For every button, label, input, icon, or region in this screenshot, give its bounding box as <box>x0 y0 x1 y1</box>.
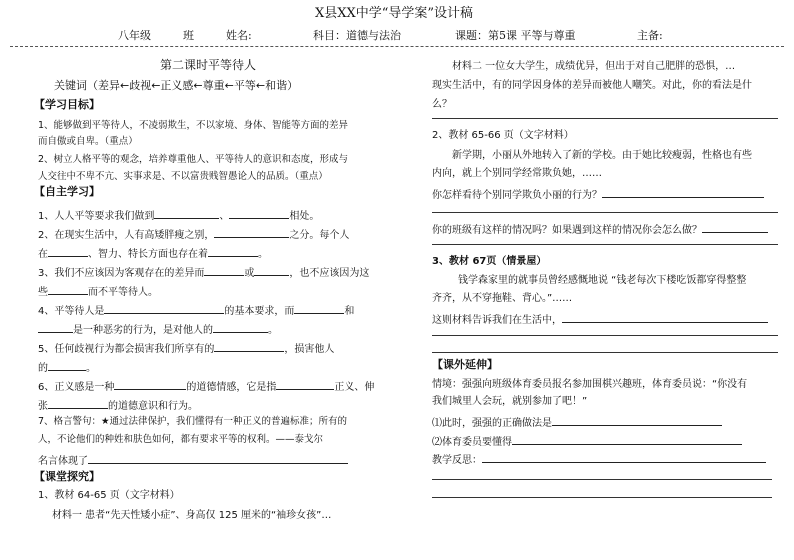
goal-2-line-b: 人交往中不卑不亢、实事求是、不以富贵贱智愚论人的品质。（重点） <box>38 171 328 182</box>
question-7-line-b: 人，不论他们的种姓和肤色如何，都有要求平等的权利。——泰戈尔 <box>38 434 324 445</box>
goal-1-line-b: 而自傲或自卑。（重点） <box>38 136 138 147</box>
answer-line[interactable] <box>432 335 778 336</box>
explore-2-question-2-text: 你的班级有这样的情况吗？如果遇到这样的情况你会怎么做？ <box>432 225 702 236</box>
answer-blank[interactable] <box>702 221 768 233</box>
question-3-text-e: 而不平等待人。 <box>88 287 158 298</box>
answer-line[interactable] <box>432 497 772 498</box>
question-4-text-a: 4、平等待人是 <box>38 306 105 317</box>
question-7-text-c: 名言体现了 <box>38 456 88 467</box>
question-4-text-b: 的基本要求，而 <box>224 306 295 317</box>
answer-blank[interactable] <box>208 245 258 257</box>
question-4-text-e: 。 <box>268 325 278 336</box>
question-2-text-d: 、智力、特长方面也存在着 <box>88 249 208 260</box>
answer-blank[interactable] <box>48 397 108 409</box>
explore-2-question-2 <box>432 221 768 237</box>
question-2-text-e: 。 <box>258 249 268 260</box>
question-3-text-a: 3、我们不应该因为客观存在的差异而 <box>38 268 205 279</box>
teaching-reflection <box>432 451 766 467</box>
question-2-line-a <box>38 226 349 242</box>
answer-blank[interactable] <box>48 359 86 371</box>
answer-blank[interactable] <box>276 378 334 390</box>
question-5-line-b <box>38 359 96 375</box>
question-3-text-c: ，也不应该因为这 <box>289 268 370 279</box>
question-1 <box>38 207 319 223</box>
answer-blank[interactable] <box>204 264 244 276</box>
answer-blank[interactable] <box>214 340 284 352</box>
question-6-text-d: 张 <box>38 401 48 412</box>
header-divider <box>10 46 784 47</box>
answer-line[interactable] <box>432 212 778 213</box>
question-6-text-c: 正义、伸 <box>334 382 375 393</box>
extension-line-b: 我们城里人会玩，就别参加了吧！” <box>432 396 588 407</box>
extension-question-1-text: ⑴此时，强强的正确做法是 <box>432 418 552 429</box>
question-4-line-b <box>38 321 278 337</box>
answer-line[interactable] <box>432 244 778 245</box>
question-1-sep: 、 <box>219 211 230 222</box>
question-4-text-d: 是一种恶劣的行为，是对他人的 <box>73 325 213 336</box>
extension-line-a: 情境：强强向班级体育委员报名参加围棋兴趣班，体育委员说：“你没有 <box>432 379 748 390</box>
header-grade: 八年级 <box>118 29 151 42</box>
answer-blank[interactable] <box>114 378 186 390</box>
question-2-text-a: 2、在现实生活中，人有高矮胖瘦之别， <box>38 230 215 241</box>
goals-heading: 【学习目标】 <box>34 98 100 111</box>
question-1-text-a: 1、人人平等要求我们做到 <box>38 211 155 222</box>
answer-blank[interactable] <box>254 264 289 276</box>
explore-item-1: 1、教材 64-65 页（文字材料） <box>38 490 180 501</box>
answer-blank[interactable] <box>229 207 289 219</box>
question-5-text-c: 的 <box>38 363 48 374</box>
explore-3-question-text: 这则材料告诉我们在生活中， <box>432 315 562 326</box>
question-6-line-a <box>38 378 374 394</box>
teaching-reflection-label: 教学反思： <box>432 455 482 466</box>
material-2-line-a: 材料二 一位女大学生，成绩优异，但出于对自己肥胖的恐惧，… <box>452 61 736 72</box>
answer-blank[interactable] <box>213 321 268 333</box>
question-2-line-b <box>38 245 268 261</box>
question-3-text-b: 或 <box>244 268 255 279</box>
header-name: 姓名: <box>226 29 252 42</box>
answer-blank[interactable] <box>482 451 766 463</box>
header-subject: 科目：道德与法治 <box>313 29 401 42</box>
answer-line[interactable] <box>432 118 778 119</box>
question-5-text-b: ，损害他人 <box>284 344 335 355</box>
document-title: X县XX中学“导学案”设计稿 <box>315 6 474 21</box>
question-2-text-b: 之分。每个人 <box>289 230 350 241</box>
answer-blank[interactable] <box>294 302 344 314</box>
goal-1-line-a: 1、能够做到平等待人，不凌弱欺生，不以家境、身体、智能等方面的差异 <box>38 120 349 131</box>
goal-2-line-a: 2、树立人格平等的观念，培养尊重他人、平等待人的意识和态度，形成与 <box>38 154 349 165</box>
question-6-text-a: 6、正义感是一种 <box>38 382 115 393</box>
extension-question-1 <box>432 414 722 430</box>
answer-blank[interactable] <box>38 321 73 333</box>
answer-blank[interactable] <box>512 433 742 445</box>
lesson-title: 第二课时平等待人 <box>160 58 257 72</box>
question-4-text-c: 和 <box>344 306 355 317</box>
explore-3-line-b: 齐齐，从不穿拖鞋、背心。”…… <box>432 293 573 304</box>
answer-blank[interactable] <box>88 452 348 464</box>
question-5-line-a <box>38 340 334 356</box>
explore-3-line-a: 钱学森家里的就事员曾经感慨地说 “钱老每次下楼吃饭都穿得整整 <box>458 275 747 286</box>
explore-2-line-b: 内向，就上个别同学经常欺负她，…… <box>432 168 602 179</box>
question-3-text-d: 些 <box>38 287 48 298</box>
question-7-line-a: 7、格言警句：★通过法律保护，我们懂得有一种正义的普遍标准；所有的 <box>38 416 348 427</box>
explore-2-question-1-text: 你怎样看待个别同学欺负小丽的行为？ <box>432 190 602 201</box>
explore-heading: 【课堂探究】 <box>34 470 100 483</box>
explore-item-3: 3、教材 67页（情景屋） <box>432 256 547 267</box>
material-2-line-c: 么？ <box>432 99 452 110</box>
question-5-text-a: 5、任何歧视行为都会损害我们所享有的 <box>38 344 215 355</box>
answer-blank[interactable] <box>48 245 88 257</box>
question-6-line-b <box>38 397 198 413</box>
answer-blank[interactable] <box>214 226 289 238</box>
self-study-heading: 【自主学习】 <box>34 185 100 198</box>
question-4-line-a <box>38 302 354 318</box>
header-topic: 课题：第5课 平等与尊重 <box>455 29 576 42</box>
header-preparer: 主备: <box>637 29 663 42</box>
question-5-text-d: 。 <box>86 363 96 374</box>
extension-heading: 【课外延伸】 <box>432 358 498 371</box>
question-1-text-b: 相处。 <box>289 211 320 222</box>
answer-blank[interactable] <box>104 302 224 314</box>
question-7-line-c <box>38 452 348 468</box>
explore-2-line-a: 新学期，小丽从外地转入了新的学校。由于她比较瘦弱，性格也有些 <box>452 150 752 161</box>
explore-item-2: 2、教材 65-66 页（文字材料） <box>432 130 574 141</box>
extension-question-2 <box>432 433 742 449</box>
explore-3-question <box>432 311 768 327</box>
answer-line[interactable] <box>432 352 778 353</box>
question-3-line-a <box>38 264 369 280</box>
answer-blank[interactable] <box>48 283 88 295</box>
question-6-text-b: 的道德情感，它是指 <box>186 382 277 393</box>
explore-material-1: 材料一 患者“先天性矮小症”、身高仅 125 厘米的“袖珍女孩”… <box>52 510 332 521</box>
extension-question-2-text: ⑵体育委员要懂得 <box>432 437 512 448</box>
keywords: 关键词（差异←歧视←正义感←尊重←平等←和谐） <box>54 79 299 92</box>
question-3-line-b <box>38 283 158 299</box>
material-2-line-b: 现实生活中，有的同学因身体的差异而被他人嘲笑。对此，你的看法是什 <box>432 80 752 91</box>
explore-2-question-1 <box>432 186 764 202</box>
answer-blank[interactable] <box>552 414 722 426</box>
answer-blank[interactable] <box>602 186 764 198</box>
answer-line[interactable] <box>432 479 772 480</box>
question-2-text-c: 在 <box>38 249 48 260</box>
header-class: 班 <box>183 29 194 42</box>
answer-blank[interactable] <box>154 207 219 219</box>
answer-blank[interactable] <box>562 311 768 323</box>
question-6-text-e: 的道德意识和行为。 <box>108 401 198 412</box>
